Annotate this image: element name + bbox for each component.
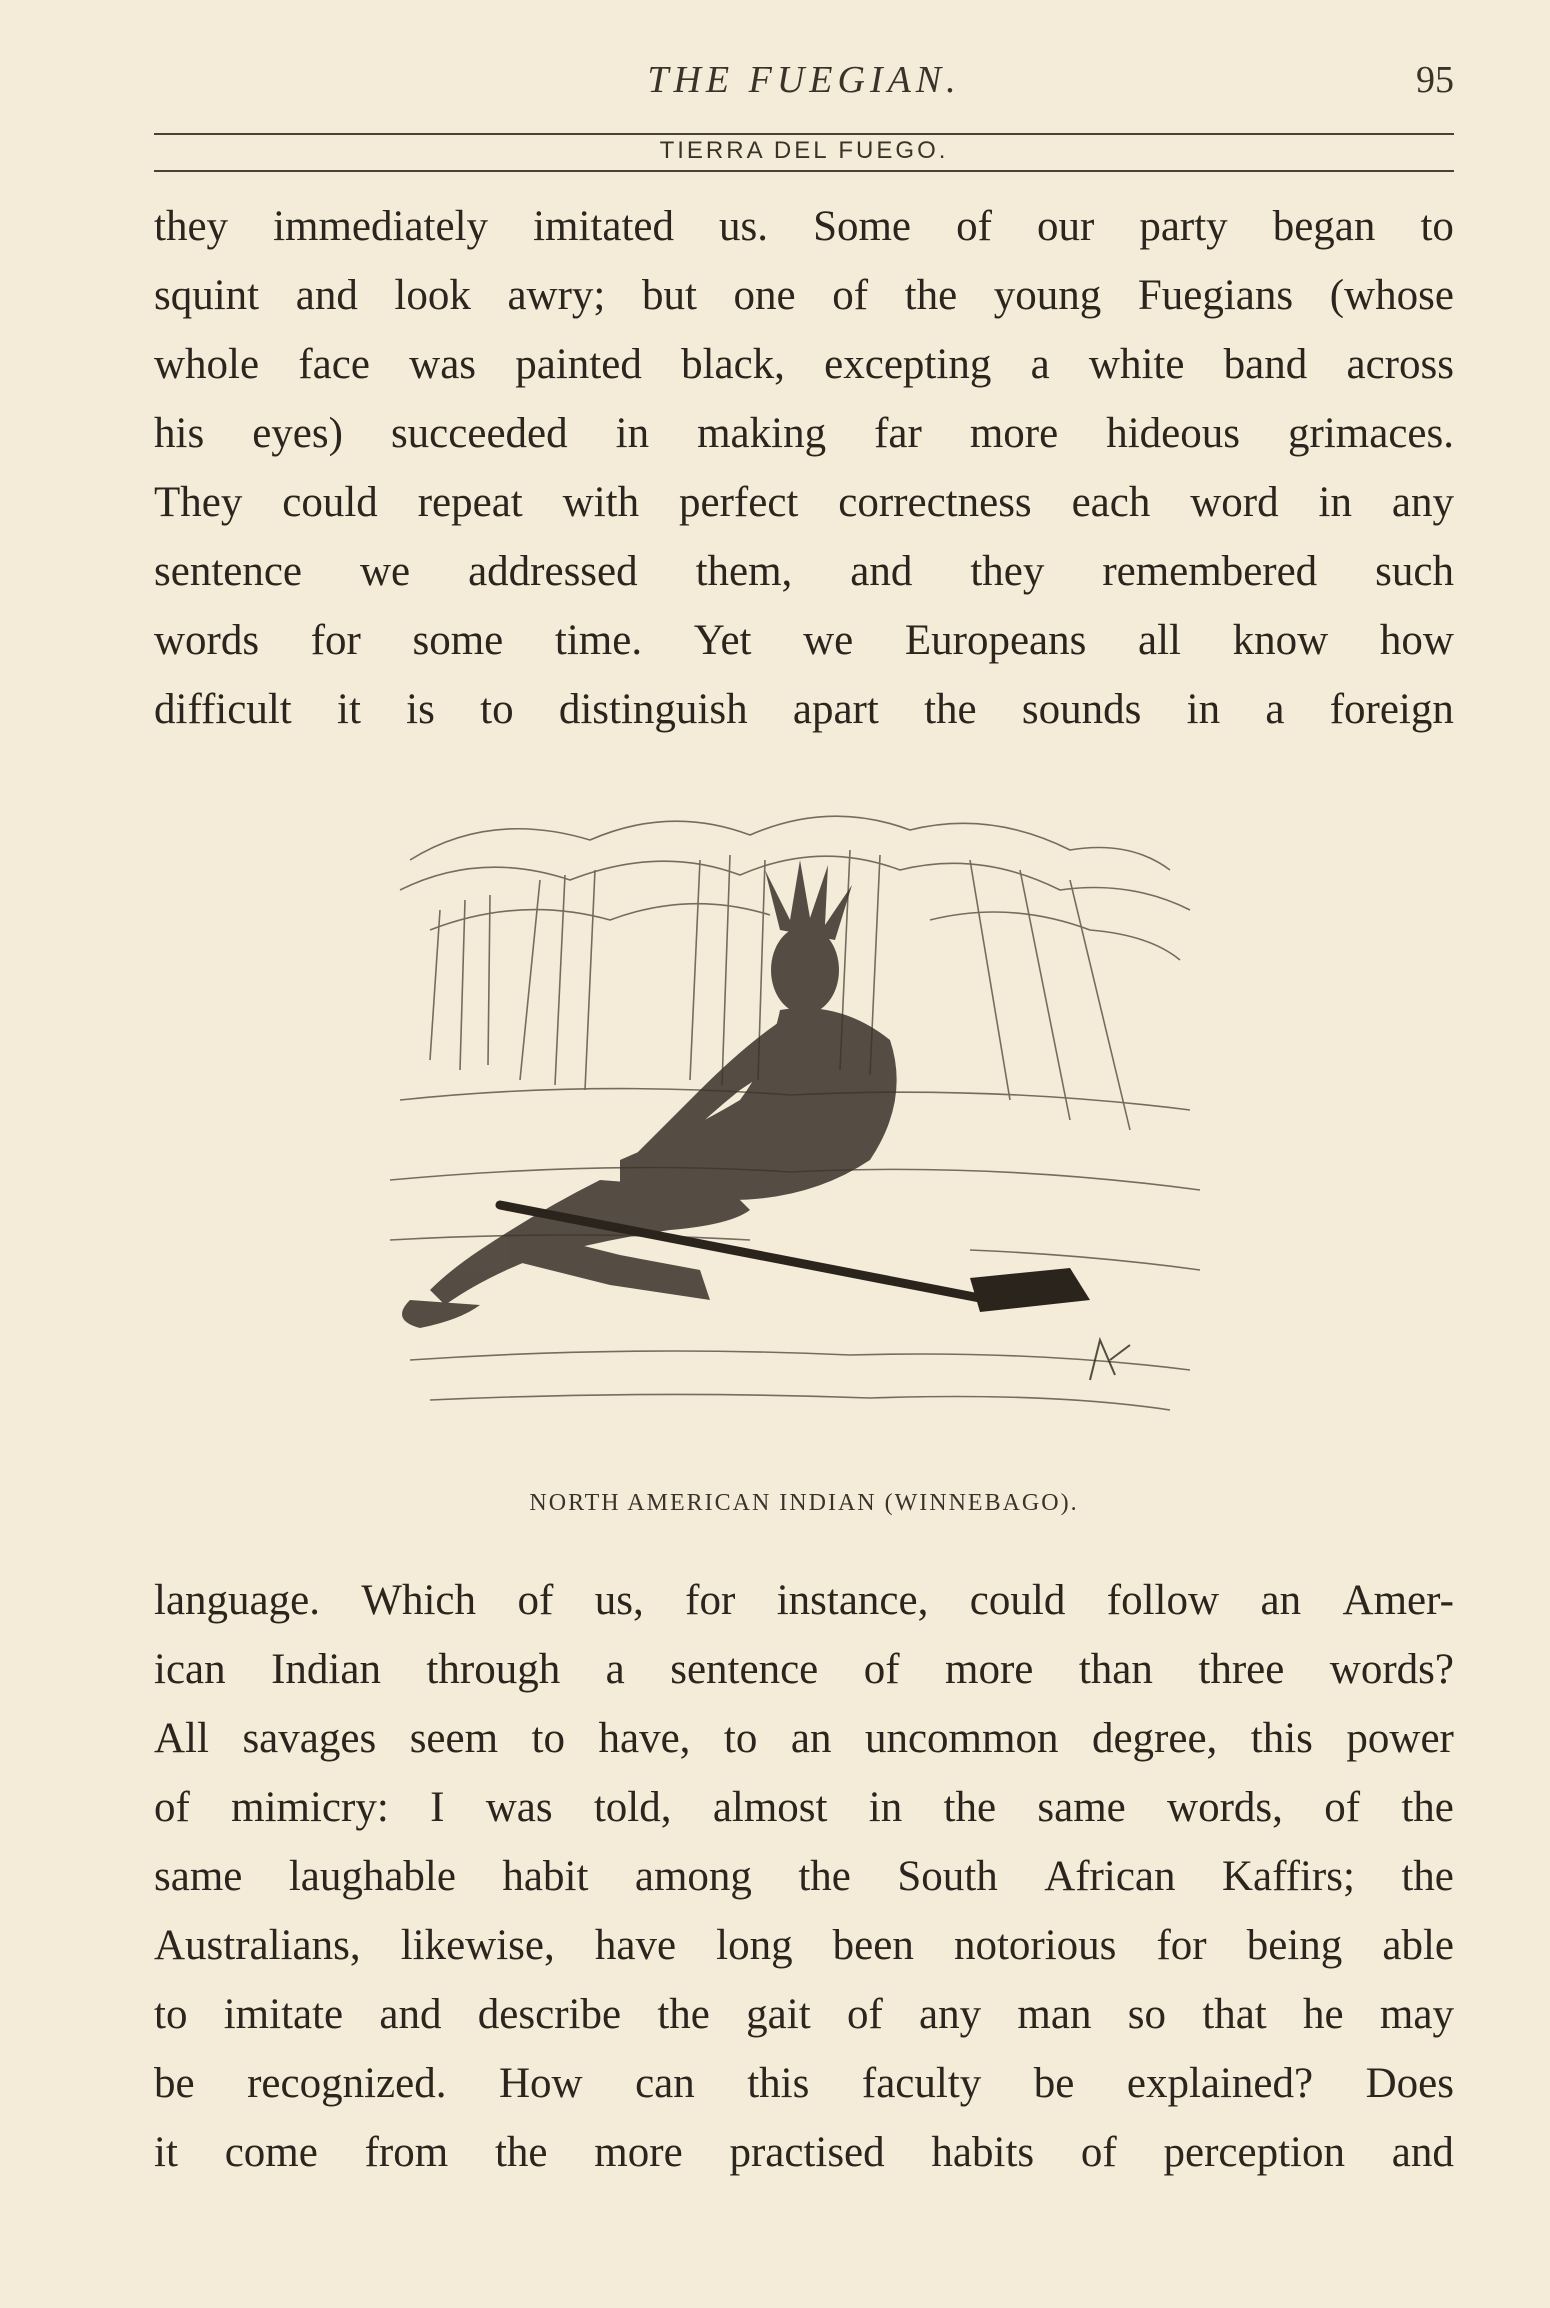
text-line: be recognized. How can this faculty be explained? Does [154, 2060, 1454, 2107]
text-line: they immediately imitated us. Some of our party began to [154, 203, 1454, 250]
text-line: same laughable habit among the South African Kaffirs; the [154, 1853, 1454, 1900]
text-line: Australians, likewise, have long been notorious for being able [154, 1922, 1454, 1969]
text-line: to imitate and describe the gait of any man so that he may [154, 1991, 1454, 2038]
text-line: squint and look awry; but one of the young Fuegians (whose [154, 272, 1454, 319]
header-rule-bottom [154, 170, 1454, 172]
text-line: sentence we addressed them, and they remembered such [154, 548, 1454, 595]
text-line: ican Indian through a sentence of more than three words? [154, 1646, 1454, 1693]
figure-caption: NORTH AMERICAN INDIAN (WINNEBAGO). [529, 1490, 1079, 1516]
text-line: difficult it is to distinguish apart the sounds in a foreign [154, 686, 1454, 733]
running-head [154, 58, 1454, 108]
text-line: words for some time. Yet we Europeans all know how [154, 617, 1454, 664]
text-line: language. Which of us, for instance, could follow an Amer- [154, 1577, 1454, 1624]
text-line: his eyes) succeeded in making far more hideous grimaces. [154, 410, 1454, 457]
text-line: it come from the more practised habits of perception and [154, 2129, 1454, 2176]
engraving-icon [370, 800, 1210, 1460]
engraving-illustration [370, 800, 1210, 1460]
text-line: whole face was painted black, excepting a white band across [154, 341, 1454, 388]
text-line: All savages seem to have, to an uncommon degree, this power [154, 1715, 1454, 1762]
section-label: TIERRA DEL FUEGO. [659, 137, 949, 164]
header-rule-top [154, 133, 1454, 135]
running-title: THE FUEGIAN. [647, 59, 961, 101]
body-text-bottom [154, 1566, 1454, 2187]
body-text-top [154, 192, 1454, 744]
text-line: They could repeat with perfect correctness each word in any [154, 479, 1454, 526]
text-line: of mimicry: I was told, almost in the same words, of the [154, 1784, 1454, 1831]
page-number: 95 [1416, 59, 1454, 101]
